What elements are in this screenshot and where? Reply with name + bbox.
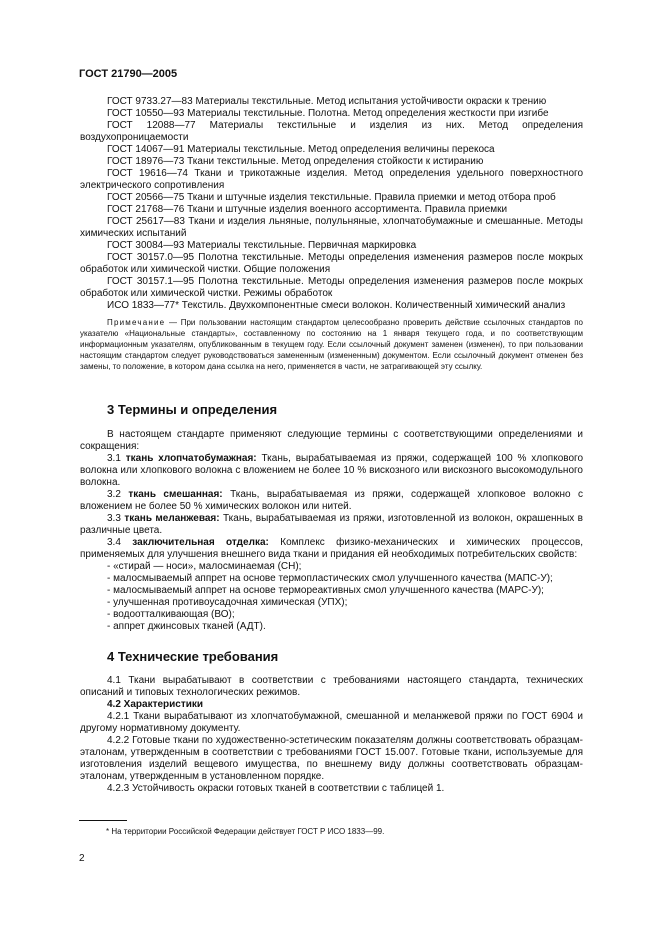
note [80, 317, 583, 372]
section-4-title: 4 Технические требования [107, 649, 279, 664]
term-3-4 [80, 537, 583, 561]
clause-4-2: 4.2 Характеристики [107, 699, 204, 710]
term-number: 3.3 [107, 513, 121, 524]
term-number: 3.2 [107, 489, 121, 500]
term-definition: Ткань, вырабатываемая из пряжи, изготовленной из волокон, окрашенных в различные цвета. [80, 513, 583, 536]
ref-item: ГОСТ 14067—91 Материалы текстильные. Метод определения величины перекоса [107, 144, 495, 155]
finish-list-item: - улучшенная противоусадочная химическая (УПХ); [107, 597, 348, 608]
note-text: — При пользовании настоящим стандартом целесообразно проверить действие ссылочных стандартов по указателю «Национальные стандарты», составленному по состоянию на 1 января текущего года, и по соответствующим информационным указателям, опубликованным в текущем году. Если ссылочный документ заменен (изменен), то при пользовании настоящим стандартом следует руководствоваться замененным (измененным) документом. Если ссылочный документ отменен без замены, то положение, в котором дана ссылка на него, применяется в части, не затрагивающей эту ссылку. [80, 318, 583, 371]
clause-4-2-3: 4.2.3 Устойчивость окраски готовых тканей в соответствии с таблицей 1. [107, 783, 445, 794]
footnote: * На территории Российской Федерации действует ГОСТ Р ИСО 1833—99. [106, 827, 385, 836]
term-name: ткань меланжевая: [124, 513, 220, 524]
ref-item: ГОСТ 12088—77 Материалы текстильные и изделия из них. Метод определения воздухопроницаемости [80, 120, 583, 143]
term-3-1 [80, 453, 583, 489]
clause-4-2-2: 4.2.2 Готовые ткани по художественно-эстетическим показателям должны соответствовать образцам-эталонам, утвержденным в соответствии с требованиями ГОСТ 15.007. Готовые ткани, используемые для изготовления изделий вещевого имущества, по внешнему виду должны соответствовать образцам-эталонам, утвержденным в установленном порядке. [80, 735, 583, 782]
page-number: 2 [79, 853, 85, 864]
ref-item: ГОСТ 19616—74 Ткани и трикотажные изделия. Метод определения удельного поверхностного электрического сопротивления [80, 168, 583, 191]
term-definition: Ткань, вырабатываемая из пряжи, содержащей 100 % хлопкового волокна или хлопкового волокна с вложением не более 10 % вискозного или вискозного высокомодульного волокна. [80, 453, 584, 488]
term-name: ткань смешанная: [128, 489, 223, 500]
term-name: ткань хлопчатобумажная: [125, 453, 257, 464]
finish-list-item: - водоотталкивающая (ВО); [107, 609, 235, 620]
ref-item: ГОСТ 30157.0—95 Полотна текстильные. Методы определения изменения размеров после мокрых обработок или химической чистки. Общие положения [80, 252, 583, 275]
ref-item: ГОСТ 18976—73 Ткани текстильные. Метод определения стойкости к истиранию [107, 156, 484, 167]
clause-4-2-1: 4.2.1 Ткани вырабатывают из хлопчатобумажной, смешанной и меланжевой пряжи по ГОСТ 6904 и другому нормативному документу. [80, 711, 583, 734]
term-definition: Комплекс физико-механических и химических процессов, применяемых для улучшения внешнего вида ткани и придания ей необходимых потребительских свойств: [80, 537, 584, 560]
term-definition: Ткань, вырабатываемая из пряжи, содержащей хлопковое волокно с вложением не более 50 % химических волокон или нитей. [80, 489, 584, 512]
term-name: заключительная отделка: [132, 537, 269, 548]
term-3-2 [80, 489, 583, 513]
document-header: ГОСТ 21790—2005 [79, 68, 178, 80]
ref-item: ГОСТ 30084—93 Материалы текстильные. Первичная маркировка [107, 240, 417, 251]
section-3-title: 3 Термины и определения [107, 402, 278, 417]
term-number: 3.1 [107, 453, 121, 464]
clause-4-1: 4.1 Ткани вырабатывают в соответствии с требованиями настоящего стандарта, технических описаний и типовых технологических режимов. [80, 675, 583, 698]
section-3-intro: В настоящем стандарте применяют следующие термины с соответствующими определениями и сокращения: [80, 429, 583, 452]
ref-item: ГОСТ 30157.1—95 Полотна текстильные. Методы определения изменения размеров после мокрых обработок или химической чистки. Режимы обработок [80, 276, 583, 299]
ref-item: ГОСТ 25617—83 Ткани и изделия льняные, полульняные, хлопчатобумажные и смешанные. Методы химических испытаний [80, 216, 583, 239]
term-number: 3.4 [107, 537, 121, 548]
finish-list-item: - малосмываемый аппрет на основе термореактивных смол улучшенного качества (МАРС-У); [107, 585, 544, 596]
ref-item: ГОСТ 10550—93 Материалы текстильные. Полотна. Метод определения жесткости при изгибе [107, 108, 549, 119]
ref-item: ГОСТ 9733.27—83 Материалы текстильные. Метод испытания устойчивости окраски к трению [107, 96, 547, 107]
ref-item: ГОСТ 20566—75 Ткани и штучные изделия текстильные. Правила приемки и метод отбора проб [107, 192, 556, 203]
term-3-3 [80, 513, 583, 537]
note-label: Примечание [107, 318, 166, 327]
finish-list-item: - малосмываемый аппрет на основе термопластических смол улучшенного качества (МАПС-У); [107, 573, 553, 584]
page-body [80, 96, 583, 795]
finish-list-item: - аппрет джинсовых тканей (АДТ). [107, 621, 266, 632]
finish-list-item: - «стирай — носи», малосминаемая (СН); [107, 561, 302, 572]
ref-item: ГОСТ 21768—76 Ткани и штучные изделия военного ассортимента. Правила приемки [107, 204, 508, 215]
ref-item: ИСО 1833—77* Текстиль. Двухкомпонентные смеси волокон. Количественный химический анализ [107, 300, 566, 311]
footnote-divider [79, 820, 127, 821]
